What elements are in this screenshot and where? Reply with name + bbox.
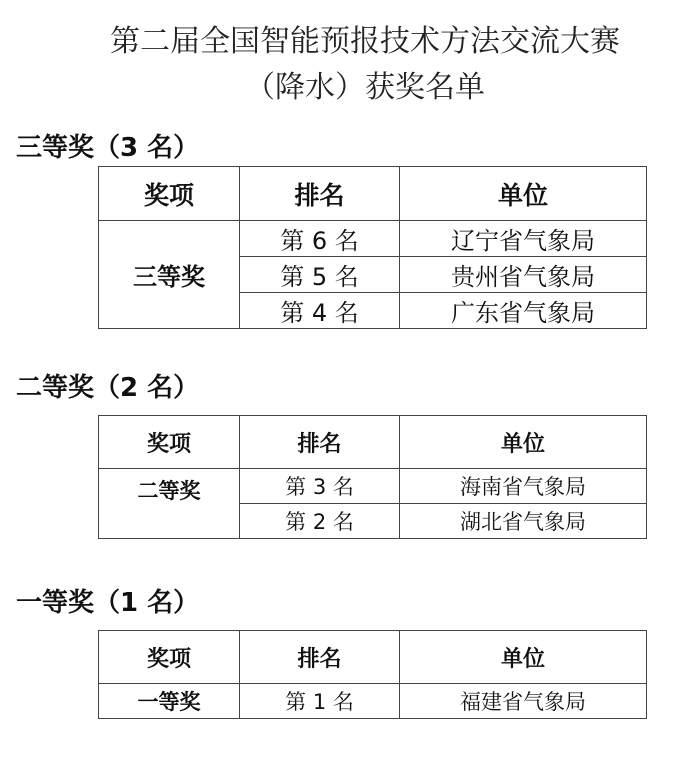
column-header-unit: 单位 [400, 631, 647, 684]
section-heading-second-prize: 二等奖（2 名） [16, 373, 200, 403]
table-row [99, 221, 647, 257]
award-cell: 一等奖 [99, 684, 240, 719]
table-header-row [99, 631, 647, 684]
rank-cell: 第 1 名 [240, 684, 400, 719]
table-row [99, 684, 647, 719]
column-header-rank: 排名 [240, 167, 400, 221]
column-header-rank: 排名 [240, 416, 400, 469]
unit-cell: 贵州省气象局 [400, 257, 647, 293]
column-header-unit: 单位 [400, 416, 647, 469]
column-header-award: 奖项 [99, 631, 240, 684]
unit-cell: 湖北省气象局 [400, 504, 647, 539]
rank-cell: 第 4 名 [240, 293, 400, 329]
section-heading-third-prize: 三等奖（3 名） [16, 133, 200, 163]
table-row [99, 469, 647, 504]
document-title-line-1: 第二届全国智能预报技术方法交流大赛 [110, 24, 620, 59]
table-header-row [99, 416, 647, 469]
rank-cell: 第 5 名 [240, 257, 400, 293]
award-cell: 二等奖 [99, 469, 240, 539]
document-title-line-2: （降水）获奖名单 [245, 70, 485, 105]
column-header-award: 奖项 [99, 416, 240, 469]
unit-cell: 海南省气象局 [400, 469, 647, 504]
award-cell: 三等奖 [99, 221, 240, 329]
rank-cell: 第 6 名 [240, 221, 400, 257]
second-prize-table [98, 415, 647, 539]
third-prize-table [98, 166, 647, 329]
unit-cell: 福建省气象局 [400, 684, 647, 719]
unit-cell: 辽宁省气象局 [400, 221, 647, 257]
table-header-row [99, 167, 647, 221]
column-header-rank: 排名 [240, 631, 400, 684]
unit-cell: 广东省气象局 [400, 293, 647, 329]
section-heading-first-prize: 一等奖（1 名） [16, 588, 200, 618]
rank-cell: 第 3 名 [240, 469, 400, 504]
first-prize-table [98, 630, 647, 719]
column-header-unit: 单位 [400, 167, 647, 221]
rank-cell: 第 2 名 [240, 504, 400, 539]
column-header-award: 奖项 [99, 167, 240, 221]
